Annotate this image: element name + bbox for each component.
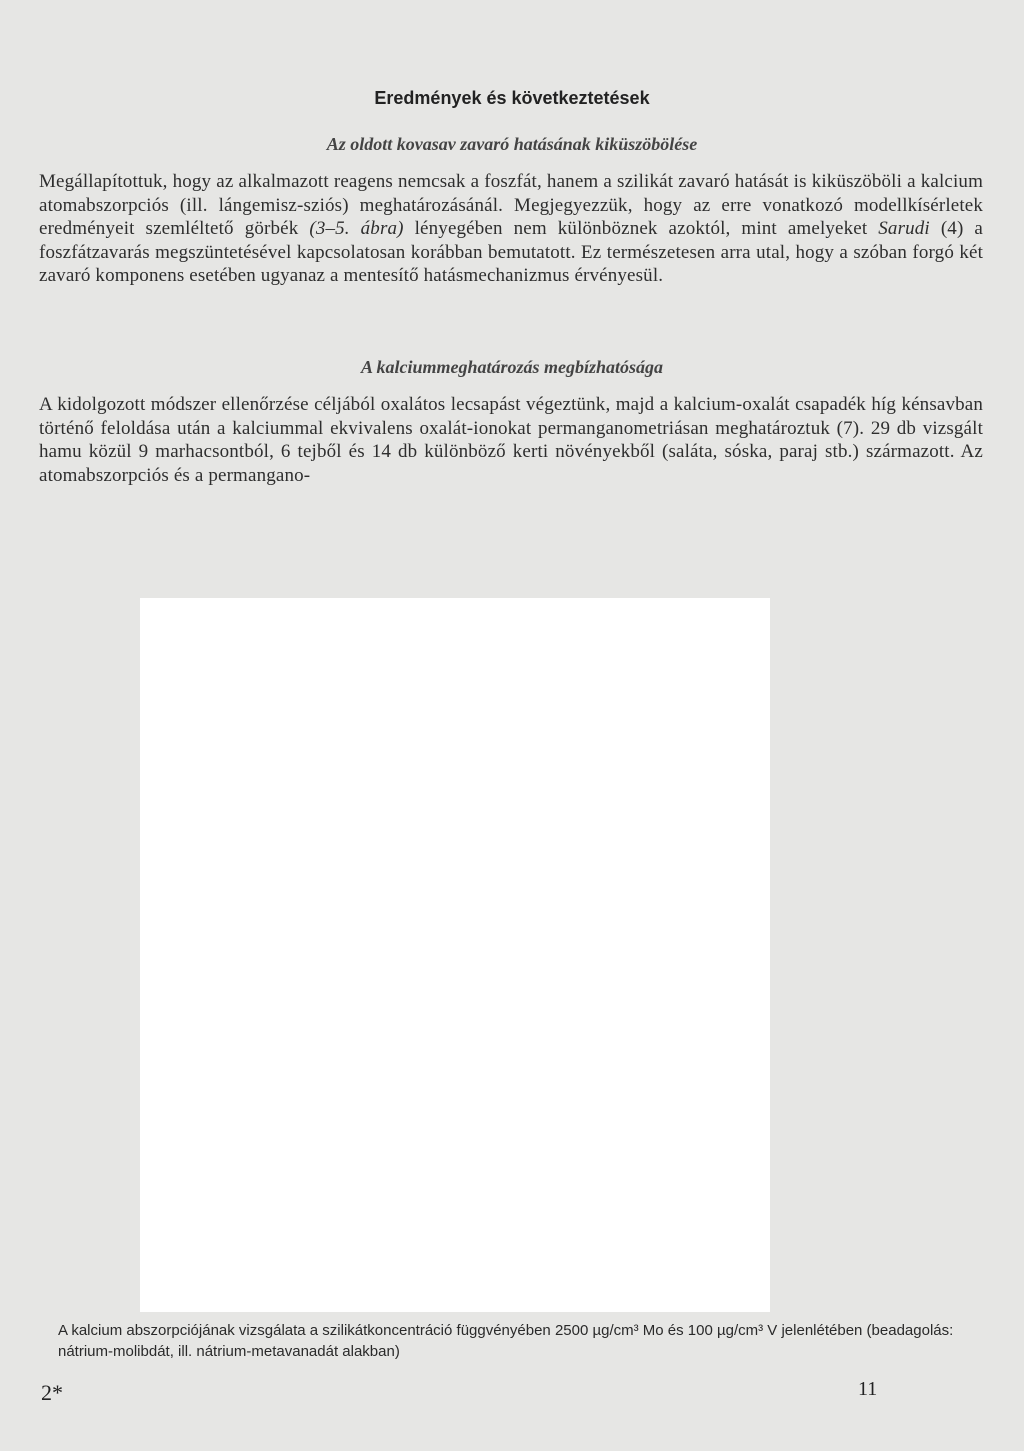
page-number: 11	[858, 1378, 878, 1400]
section-title: Eredmények és következtetések	[374, 88, 650, 108]
figure-reference: (3–5. ábra)	[309, 218, 404, 240]
subsection-title-reliability: A kalciummeghatározás megbízhatósága	[360, 357, 664, 377]
signature-mark: 2*	[41, 1380, 63, 1405]
figure-caption: A kalcium abszorpciójának vizsgálata a szilikátkoncentráció függvényében 2500 µg/cm³ Mo és 100 µg/cm³ V jelenlétében (beadagolás: nátrium-molibdát, ill. nátrium-metavanadát alakban)	[58, 1322, 954, 1360]
author-name: Sarudi	[878, 218, 930, 240]
paragraph-calcium-reliability: A kidolgozott módszer ellenőrzése céljából oxalátos lecsapást végeztünk, majd a kalcium-oxalát csapadék híg kénsavban történő feloldása után a kalciummal ekvivalens oxalát-ionokat permanganometriásan meghatároztuk (7). 29 db vizsgált hamu közül 9 marhacsontból, 6 tejből és 14 db különböző kerti növényekből (saláta, sóska, paraj stb.) származott. Az atomabszorpciós és a permangano-	[39, 394, 983, 486]
paragraph-text: Megállapítottuk, hogy az alkalmazott reagens nemcsak a foszfát, hanem a szilikát zavaró hatását is kiküszöböli a kalcium atomabszorpciós (ill. lángemisz-sziós) meghatározásánál. Megjegyezzük, hogy az erre vonatkozó modellkísérletek eredményeit szemléltető görbék	[39, 171, 983, 240]
paragraph-text: (4) a foszfátzavarás megszüntetésével kapcsolatosan korábban bemutatott. Ez természetesen arra utal, hogy a szóban forgó két zavaró komponens esetében ugyanaz a mentesítő hatásmechanizmus érvényesül.	[39, 218, 984, 287]
paragraph-text: lényegében nem különböznek azoktól, mint amelyeket	[403, 218, 879, 240]
subsection-title-silicate: Az oldott kovasav zavaró hatásának kiküszöbölése	[326, 134, 698, 154]
figure-image-placeholder	[140, 598, 770, 1312]
paragraph-silicate-interference	[39, 170, 983, 288]
